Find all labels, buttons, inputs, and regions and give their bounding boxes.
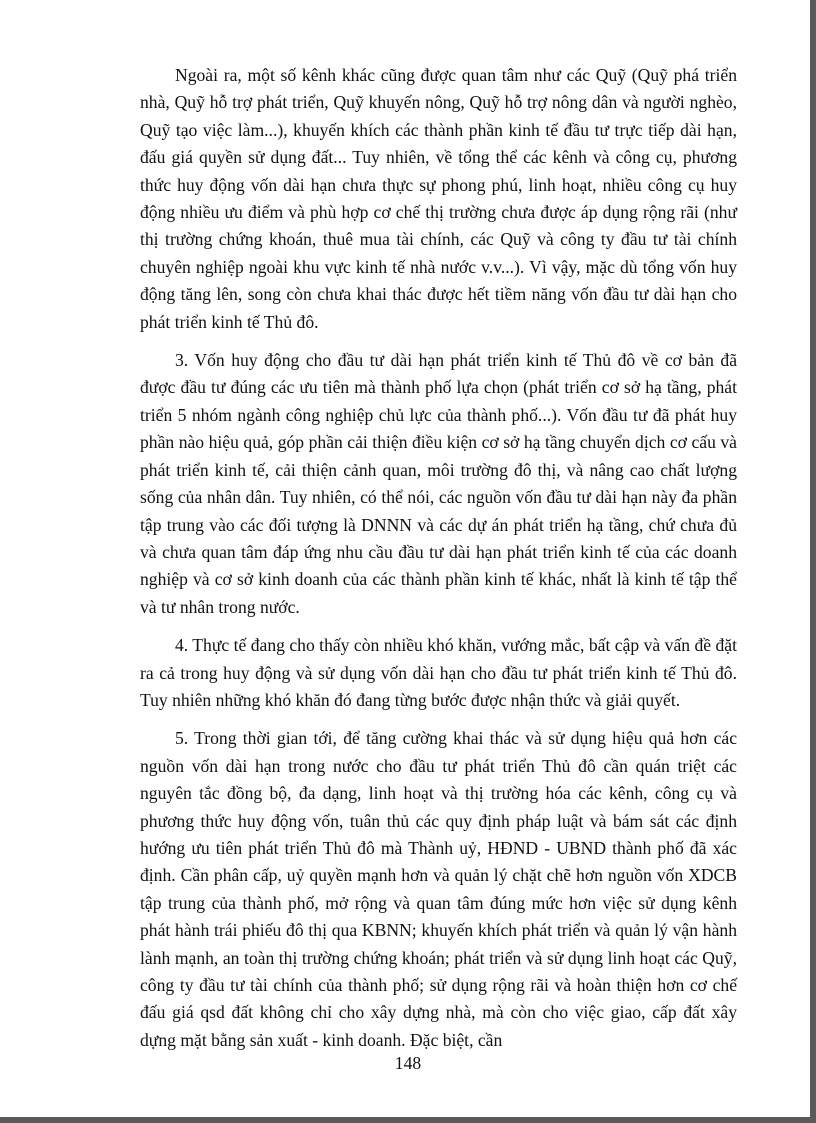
page-edge-right <box>810 0 816 1123</box>
paragraph-point-5: 5. Trong thời gian tới, để tăng cường khai thác và sử dụng hiệu quả hơn các nguồn vốn dài hạn trong nước cho đầu tư phát triển Thủ đô cần quán triệt các nguyên tắc đồng bộ, đa dạng, linh hoạt và thị trường hóa các kênh, công cụ và phương thức huy động vốn, tuân thủ các quy định pháp luật và bám sát các định hướng ưu tiên phát triển Thủ đô mà Thành uỷ, HĐND - UBND thành phố đã xác định. Cần phân cấp, uỷ quyền mạnh hơn và quản lý chặt chẽ hơn nguồn vốn XDCB tập trung của thành phố, mở rộng và quan tâm đúng mức hơn việc sử dụng kênh phát hành trái phiếu đô thị qua KBNN; khuyến khích phát triển và quản lý vận hành lành mạnh, an toàn thị trường chứng khoán; phát triển và sử dụng linh hoạt các Quỹ, công ty đầu tư tài chính của thành phố; sử dụng rộng rãi và hoàn thiện hơn cơ chế đấu giá qsd đất không chỉ cho xây dựng nhà, mà còn cho việc giao, cấp đất xây dựng mặt bằng sản xuất - kinh doanh. Đặc biệt, cần <box>140 728 737 1050</box>
paragraph-funds-channels: Ngoài ra, một số kênh khác cũng được quan tâm như các Quỹ (Quỹ phá triển nhà, Quỹ hỗ trợ phát triển, Quỹ khuyến nông, Quỹ hỗ trợ nông dân và người nghèo, Quỹ tạo việc làm...), khuyến khích các thành phần kinh tế đầu tư trực tiếp dài hạn, đấu giá quyền sử dụng đất... Tuy nhiên, về tổng thể các kênh và công cụ, phương thức huy động vốn dài hạn chưa thực sự phong phú, linh hoạt, nhiều công cụ huy động nhiều ưu điểm và phù hợp cơ chế thị trường chưa được áp dụng rộng rãi (như thị trường chứng khoán, thuê mua tài chính, các Quỹ và công ty đầu tư tài chính chuyên nghiệp ngoài khu vực kinh tế nhà nước v.v...). Vì vậy, mặc dù tổng vốn huy động tăng lên, song còn chưa khai thác được hết tiềm năng vốn đầu tư dài hạn cho phát triển kinh tế Thủ đô. <box>140 65 737 332</box>
page-edge-bottom <box>0 1117 816 1123</box>
page-number: 148 <box>394 1053 422 1073</box>
paragraph-point-3: 3. Vốn huy động cho đầu tư dài hạn phát triển kinh tế Thủ đô về cơ bản đã được đầu tư đúng các ưu tiên mà thành phố lựa chọn (phát triển cơ sở hạ tầng, phát triển 5 nhóm ngành công nghiệp chủ lực của thành phố...). Vốn đầu tư đã phát huy phần nào hiệu quả, góp phần cải thiện điều kiện cơ sở hạ tầng chuyển dịch cơ cấu và phát triển kinh tế, cải thiện cảnh quan, môi trường đô thị, và nâng cao chất lượng sống của nhân dân. Tuy nhiên, có thể nói, các nguồn vốn đầu tư dài hạn này đa phần tập trung vào các đối tượng là DNNN và các dự án phát triển hạ tầng, chứ chưa đủ và chưa quan tâm đáp ứng nhu cầu đầu tư dài hạn phát triển kinh tế của các doanh nghiệp và cơ sở kinh doanh của các thành phần kinh tế khác, nhất là kinh tế tập thể và tư nhân trong nước. <box>140 350 737 617</box>
paragraph-point-4: 4. Thực tế đang cho thấy còn nhiều khó khăn, vướng mắc, bất cập và vấn đề đặt ra cả trong huy động và sử dụng vốn dài hạn cho đầu tư phát triển kinh tế Thủ đô. Tuy nhiên những khó khăn đó đang từng bước được nhận thức và giải quyết. <box>140 635 737 710</box>
document-body <box>140 62 737 1065</box>
